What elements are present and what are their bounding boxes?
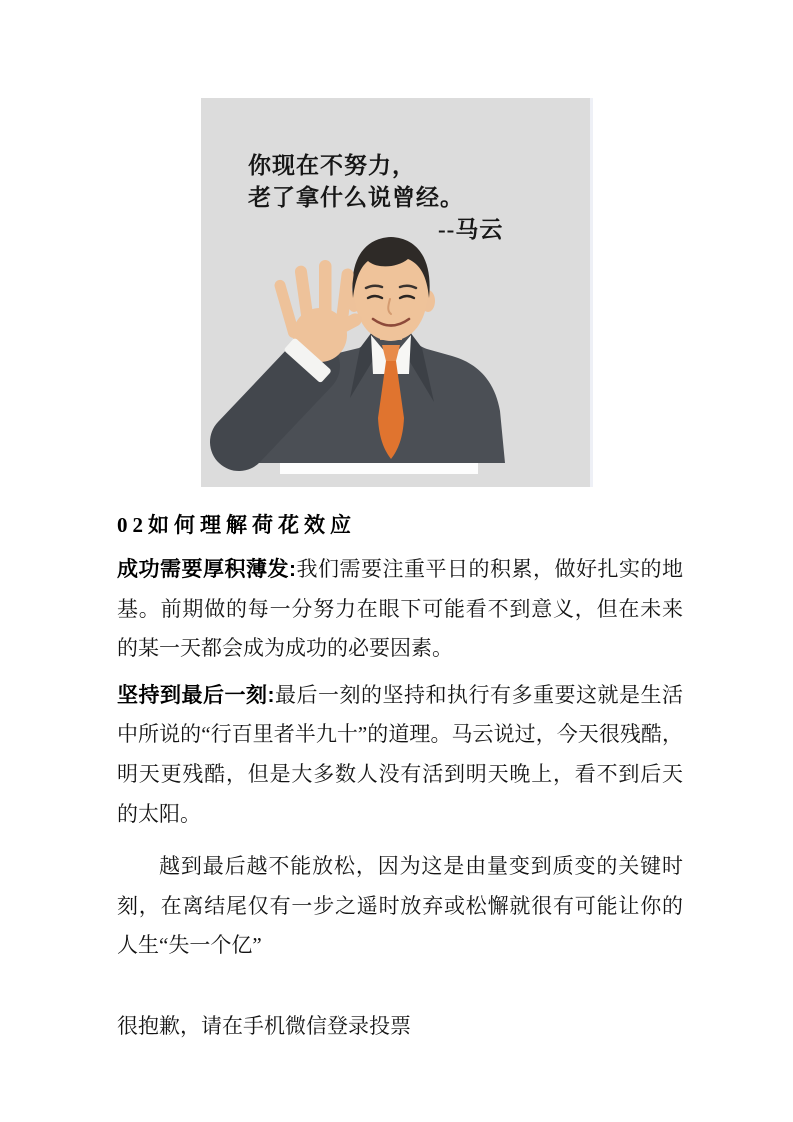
quote-text: [248, 150, 503, 246]
paragraph-text: 越到最后越不能放松，因为这是由量变到质变的关键时刻，在离结尾仅有一步之遥时放弃或松懈就很有可能让你的人生“失一个亿”: [117, 854, 683, 958]
paragraph-success: [117, 550, 683, 669]
article-body: [117, 510, 683, 1068]
vote-login-notice: 很抱歉，请在手机微信登录投票: [117, 1013, 411, 1038]
quote-line-1: 你现在不努力，: [248, 153, 416, 178]
section-heading: 02如何理解荷花效应: [117, 513, 356, 537]
paragraph-lead: 成功需要厚积薄发:: [117, 558, 296, 581]
paragraph-text: 我们需要注重平日的积累，做好扎实的地基。前期做的每一分努力在眼下可能看不到意义，但在未来的某一天都会成为成功的必要因素。: [117, 557, 683, 661]
quote-attribution: --马云: [438, 217, 504, 242]
quote-image: [201, 98, 593, 487]
quote-line-2: 老了拿什么说曾经。: [248, 185, 464, 210]
paragraph-text: 最后一刻的坚持和执行有多重要这就是生活中所说的“行百里者半九十”的道理。马云说过，今天很残酷，明天更残酷，但是大多数人没有活到明天晚上，看不到后天的太阳。: [117, 682, 683, 826]
paragraph-final: [117, 847, 683, 966]
paragraph-lead: 坚持到最后一刻:: [117, 683, 275, 707]
paragraph-persist: [117, 676, 683, 834]
